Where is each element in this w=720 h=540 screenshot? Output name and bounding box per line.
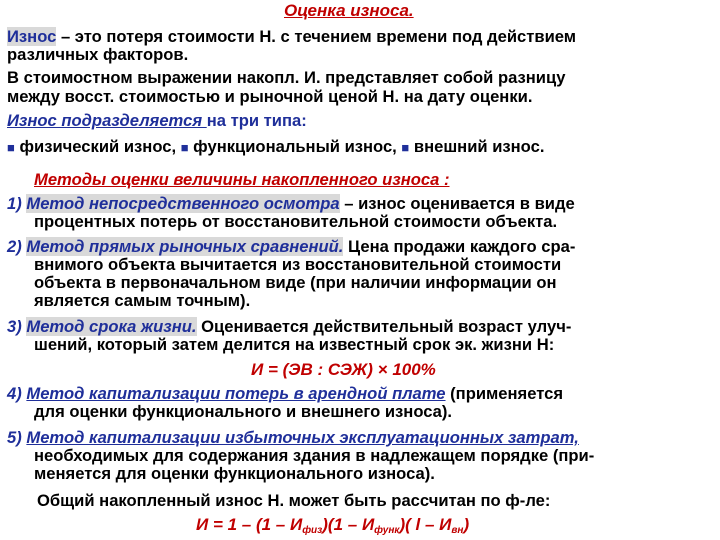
method-2-line-2: внимого объекта вычитается из восстановительной стоимости bbox=[34, 255, 562, 274]
wear-types-label: Износ подразделяется bbox=[7, 111, 207, 130]
method-2-line-4: является самым точным). bbox=[34, 291, 251, 310]
method-1-line-1 bbox=[7, 195, 575, 213]
bullet-square-icon: ■ bbox=[401, 140, 410, 155]
method-2-name: Метод прямых рыночных сравнений. bbox=[26, 237, 344, 256]
slide-title: Оценка износа. bbox=[284, 1, 414, 20]
methods-heading: Методы оценки величины накопленного износа : bbox=[34, 170, 450, 189]
method-3-number: 3) bbox=[7, 317, 27, 336]
wear-term: Износ bbox=[7, 27, 57, 46]
formula-sub-physical: физ bbox=[302, 525, 323, 536]
total-wear-line: Общий накопленный износ Н. может быть рассчитан по ф-ле: bbox=[37, 491, 551, 510]
method-4-line-2: для оценки функционального и внешнего износа). bbox=[34, 402, 453, 421]
method-4-text: (применяется bbox=[445, 384, 564, 403]
method-4-name: Метод капитализации потерь в арендной плате bbox=[26, 384, 446, 403]
method-1-text: – износ оценивается в виде bbox=[339, 194, 575, 213]
formula-part-3: )( l – И bbox=[399, 515, 452, 534]
type-physical: физический износ, bbox=[19, 137, 181, 156]
method-3-line-1 bbox=[7, 318, 571, 336]
bullet-square-icon: ■ bbox=[180, 140, 189, 155]
method-2-line-1 bbox=[7, 238, 575, 256]
method-1-name: Метод непосредственного осмотра bbox=[26, 194, 340, 213]
formula-sub-external: вн bbox=[451, 525, 464, 536]
formula-part-1: И = 1 – (1 – И bbox=[196, 515, 303, 534]
formula-part-4: ) bbox=[463, 515, 470, 534]
method-1-line-2: процентных потерь от восстановительной стоимости объекта. bbox=[34, 212, 558, 231]
type-external: внешний износ. bbox=[413, 137, 545, 156]
cost-expression-line-1: В стоимостном выражении накопл. И. представляет собой разницу bbox=[7, 68, 566, 87]
method-5-name: Метод капитализации избыточных эксплуатационных затрат, bbox=[26, 428, 579, 447]
method-3-line-2: шений, который затем делится на известный срок эк. жизни Н: bbox=[34, 335, 555, 354]
method-5-line-2: необходимых для содержания здания в надлежащем порядке (при- bbox=[34, 446, 595, 465]
wear-types-line bbox=[7, 112, 307, 130]
formula-sub-functional: функ bbox=[374, 525, 400, 536]
cost-expression-line-2: между восст. стоимостью и рыночной ценой Н. на дату оценки. bbox=[7, 87, 533, 106]
method-2-line-3: объекта в первоначальном виде (при наличии информации он bbox=[34, 273, 557, 292]
method-4-line-1 bbox=[7, 385, 563, 403]
wear-definition-text: – это потеря стоимости Н. с течением времени под действием bbox=[56, 27, 577, 46]
bullet-square-icon: ■ bbox=[7, 140, 15, 155]
method-4-number: 4) bbox=[7, 384, 27, 403]
wear-definition-line-1 bbox=[7, 28, 576, 46]
method-2-number: 2) bbox=[7, 237, 27, 256]
wear-definition-line-2: различных факторов. bbox=[7, 45, 189, 64]
type-functional: функциональный износ, bbox=[193, 137, 402, 156]
method-5-number: 5) bbox=[7, 428, 27, 447]
lifetime-formula: И = (ЭВ : СЭЖ) × 100% bbox=[251, 360, 436, 379]
method-3-name: Метод срока жизни. bbox=[26, 317, 197, 336]
wear-types-count: на три типа: bbox=[206, 111, 307, 130]
formula-part-2: )(1 – И bbox=[322, 515, 375, 534]
method-3-text: Оценивается действительный возраст улуч- bbox=[196, 317, 572, 336]
method-5-line-3: меняется для оценки функционального износа). bbox=[34, 464, 435, 483]
wear-types-list bbox=[7, 138, 544, 157]
method-2-text: Цена продажи каждого сра- bbox=[343, 237, 576, 256]
method-5-line-1 bbox=[7, 429, 579, 447]
total-wear-formula bbox=[196, 516, 469, 540]
method-1-number: 1) bbox=[7, 194, 27, 213]
